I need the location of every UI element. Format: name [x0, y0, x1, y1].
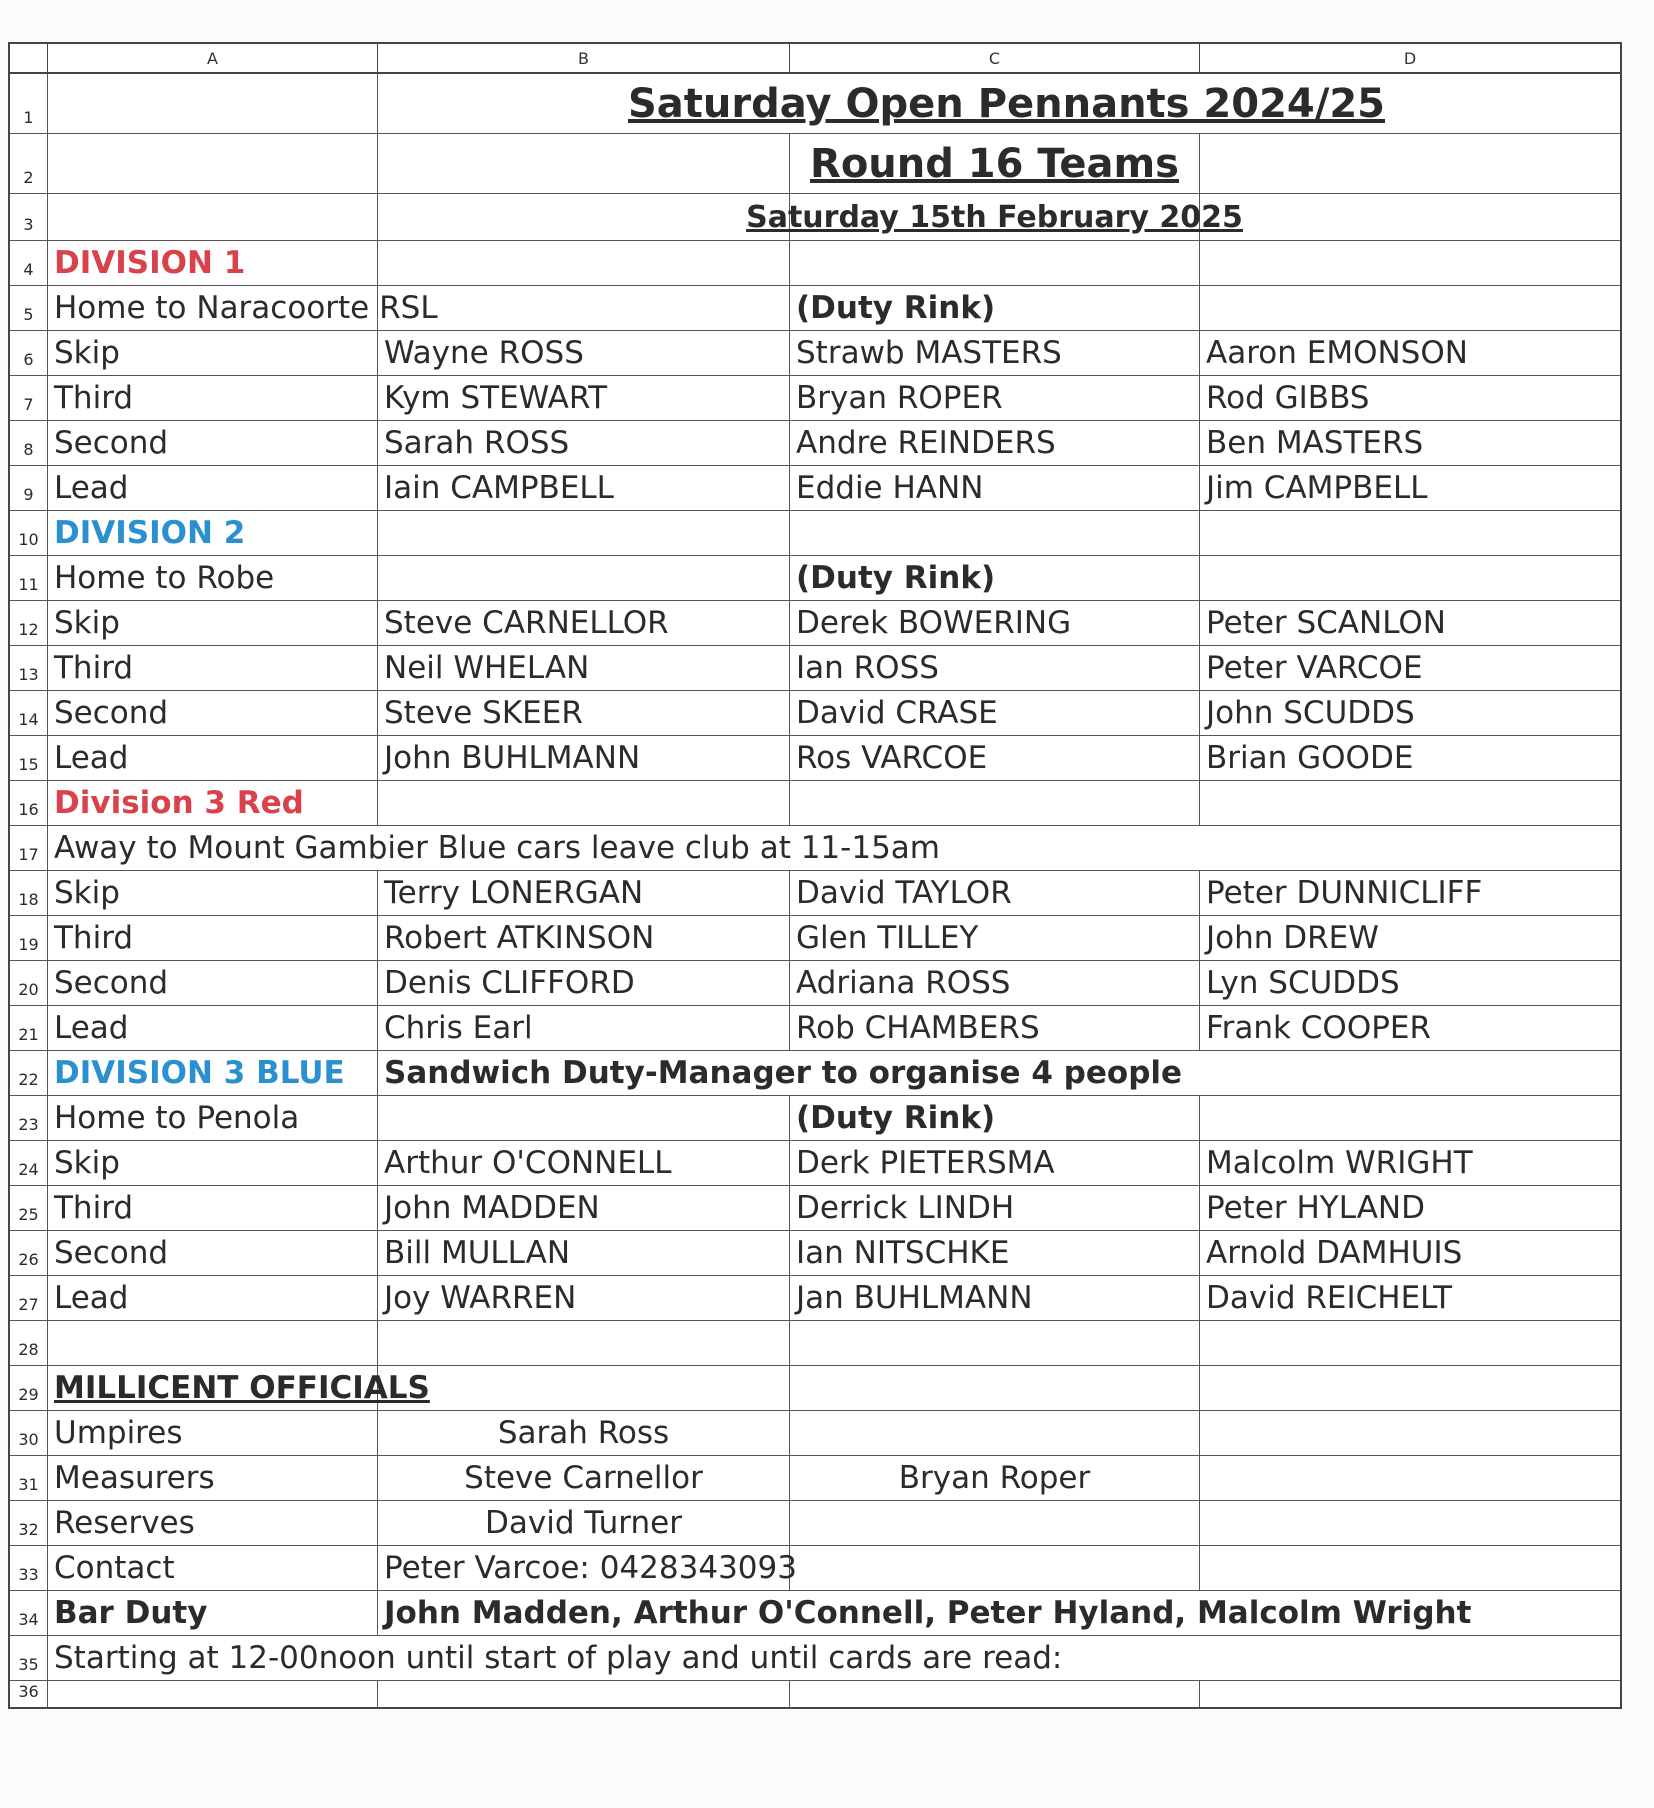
- row-number: 22: [10, 1051, 48, 1096]
- position-label: Second: [48, 691, 378, 736]
- player-name: Arnold DAMHUIS: [1200, 1231, 1620, 1276]
- player-name: Frank COOPER: [1200, 1006, 1620, 1051]
- player-name: Denis CLIFFORD: [378, 961, 790, 1006]
- cell: [1200, 1411, 1620, 1456]
- cell: [1200, 134, 1620, 194]
- column-header-c: C: [790, 44, 1200, 74]
- official-role: Contact: [48, 1546, 378, 1591]
- row-number: 26: [10, 1231, 48, 1276]
- table-row: [10, 466, 1620, 511]
- table-row: [10, 134, 1620, 194]
- player-name: Iain CAMPBELL: [378, 466, 790, 511]
- player-name: John MADDEN: [378, 1186, 790, 1231]
- position-label: Skip: [48, 601, 378, 646]
- player-name: Eddie HANN: [790, 466, 1200, 511]
- player-name: Derk PIETERSMA: [790, 1141, 1200, 1186]
- row-number: 23: [10, 1096, 48, 1141]
- venue-note: Home to Penola: [48, 1096, 378, 1141]
- spreadsheet: [8, 42, 1622, 1709]
- position-label: Third: [48, 646, 378, 691]
- cell: [790, 1501, 1200, 1546]
- table-row: [10, 331, 1620, 376]
- player-name: Terry LONERGAN: [378, 871, 790, 916]
- position-label: Skip: [48, 1141, 378, 1186]
- row-number: 35: [10, 1636, 48, 1681]
- table-row: [10, 1276, 1620, 1321]
- table-row: [10, 736, 1620, 781]
- table-row: [10, 1186, 1620, 1231]
- cell: [48, 134, 378, 194]
- cell: [48, 194, 378, 241]
- table-row: [10, 691, 1620, 736]
- cell: [378, 241, 790, 286]
- official-role: Measurers: [48, 1456, 378, 1501]
- table-row: [10, 1546, 1620, 1591]
- row-number: 17: [10, 826, 48, 871]
- duty-rink-label: (Duty Rink): [790, 1096, 1200, 1141]
- player-name: Aaron EMONSON: [1200, 331, 1620, 376]
- row-number: 21: [10, 1006, 48, 1051]
- row-number: 2: [10, 134, 48, 194]
- row-number: 34: [10, 1591, 48, 1636]
- cell: [378, 1681, 790, 1707]
- venue-note: Away to Mount Gambier Blue cars leave club at 11-15am: [48, 826, 1620, 871]
- row-number: 31: [10, 1456, 48, 1501]
- player-name: Bill MULLAN: [378, 1231, 790, 1276]
- position-label: Lead: [48, 1276, 378, 1321]
- player-name: Steve CARNELLOR: [378, 601, 790, 646]
- position-label: Skip: [48, 331, 378, 376]
- table-row: [10, 916, 1620, 961]
- cell: [378, 1321, 790, 1366]
- bar-duty-names: John Madden, Arthur O'Connell, Peter Hyland, Malcolm Wright: [378, 1591, 1620, 1636]
- page-subtitle: Round 16 Teams: [790, 134, 1200, 194]
- cell: [1200, 241, 1620, 286]
- row-number: 14: [10, 691, 48, 736]
- row-number: 13: [10, 646, 48, 691]
- player-name: Steve SKEER: [378, 691, 790, 736]
- table-row: [10, 1141, 1620, 1186]
- row-number: 8: [10, 421, 48, 466]
- row-number: 28: [10, 1321, 48, 1366]
- player-name: Kym STEWART: [378, 376, 790, 421]
- match-date: Saturday 15th February 2025: [790, 194, 1200, 241]
- table-row: [10, 871, 1620, 916]
- cell: [1200, 1096, 1620, 1141]
- position-label: Lead: [48, 736, 378, 781]
- player-name: Peter SCANLON: [1200, 601, 1620, 646]
- table-row: [10, 286, 1620, 331]
- page-title: Saturday Open Pennants 2024/25: [378, 74, 1620, 134]
- player-name: Brian GOODE: [1200, 736, 1620, 781]
- player-name: Peter VARCOE: [1200, 646, 1620, 691]
- cell: [790, 511, 1200, 556]
- cell: [48, 74, 378, 134]
- row-number: 12: [10, 601, 48, 646]
- officials-heading: MILLICENT OFFICIALS: [48, 1366, 378, 1411]
- official-name: David Turner: [378, 1501, 790, 1546]
- cell: [378, 556, 790, 601]
- column-header-d: D: [1200, 44, 1620, 74]
- cell: [1200, 1501, 1620, 1546]
- cell: [790, 241, 1200, 286]
- cell: [1200, 1681, 1620, 1707]
- table-row: [10, 376, 1620, 421]
- player-name: Ros VARCOE: [790, 736, 1200, 781]
- table-row: [10, 1591, 1620, 1636]
- cell: [790, 1681, 1200, 1707]
- table-row: [10, 781, 1620, 826]
- cell: [48, 1321, 378, 1366]
- duty-rink-label: (Duty Rink): [790, 286, 1200, 331]
- cell: [1200, 1321, 1620, 1366]
- position-label: Skip: [48, 871, 378, 916]
- player-name: Neil WHELAN: [378, 646, 790, 691]
- cell: [1200, 781, 1620, 826]
- player-name: Andre REINDERS: [790, 421, 1200, 466]
- official-role: Reserves: [48, 1501, 378, 1546]
- player-name: Glen TILLEY: [790, 916, 1200, 961]
- cell: [790, 1321, 1200, 1366]
- row-number: 18: [10, 871, 48, 916]
- table-row: [10, 1321, 1620, 1366]
- player-name: Lyn SCUDDS: [1200, 961, 1620, 1006]
- player-name: Peter HYLAND: [1200, 1186, 1620, 1231]
- cell: [790, 1411, 1200, 1456]
- cell: [378, 511, 790, 556]
- division-heading: DIVISION 1: [48, 241, 378, 286]
- duty-rink-label: (Duty Rink): [790, 556, 1200, 601]
- player-name: Ben MASTERS: [1200, 421, 1620, 466]
- corner-cell: [10, 44, 48, 74]
- column-header-a: A: [48, 44, 378, 74]
- player-name: Derek BOWERING: [790, 601, 1200, 646]
- row-number: 15: [10, 736, 48, 781]
- row-number: 32: [10, 1501, 48, 1546]
- table-row: [10, 556, 1620, 601]
- division-heading: Division 3 Red: [48, 781, 378, 826]
- official-name: Steve Carnellor: [378, 1456, 790, 1501]
- row-number: 19: [10, 916, 48, 961]
- official-name: Bryan Roper: [790, 1456, 1200, 1501]
- table-row: [10, 194, 1620, 241]
- cell: [790, 1546, 1200, 1591]
- row-number: 4: [10, 241, 48, 286]
- table-row: [10, 241, 1620, 286]
- venue-note: Home to Naracoorte RSL: [48, 286, 378, 331]
- cell: [378, 1366, 790, 1411]
- row-number: 9: [10, 466, 48, 511]
- row-number: 36: [10, 1681, 48, 1707]
- table-row: [10, 826, 1620, 871]
- player-name: John SCUDDS: [1200, 691, 1620, 736]
- row-number: 6: [10, 331, 48, 376]
- player-name: Strawb MASTERS: [790, 331, 1200, 376]
- table-row: [10, 1411, 1620, 1456]
- cell: [1200, 1456, 1620, 1501]
- row-number: 27: [10, 1276, 48, 1321]
- position-label: Third: [48, 1186, 378, 1231]
- row-number: 25: [10, 1186, 48, 1231]
- row-number: 1: [10, 74, 48, 134]
- venue-note: Home to Robe: [48, 556, 378, 601]
- player-name: John BUHLMANN: [378, 736, 790, 781]
- cell: [1200, 511, 1620, 556]
- table-row: [10, 511, 1620, 556]
- cell: [1200, 556, 1620, 601]
- table-row: [10, 421, 1620, 466]
- player-name: Sarah ROSS: [378, 421, 790, 466]
- player-name: Jan BUHLMANN: [790, 1276, 1200, 1321]
- division-heading: DIVISION 2: [48, 511, 378, 556]
- column-header-b: B: [378, 44, 790, 74]
- table-row: [10, 601, 1620, 646]
- position-label: Lead: [48, 466, 378, 511]
- table-row: [10, 1231, 1620, 1276]
- cell: [1200, 286, 1620, 331]
- player-name: David TAYLOR: [790, 871, 1200, 916]
- cell: [790, 781, 1200, 826]
- player-name: Robert ATKINSON: [378, 916, 790, 961]
- row-number: 10: [10, 511, 48, 556]
- table-row: [10, 961, 1620, 1006]
- row-number: 33: [10, 1546, 48, 1591]
- bar-duty-note: Starting at 12-00noon until start of play and until cards are read:: [48, 1636, 1620, 1681]
- table-row: [10, 1501, 1620, 1546]
- row-number: 20: [10, 961, 48, 1006]
- cell: [378, 781, 790, 826]
- row-number: 7: [10, 376, 48, 421]
- position-label: Second: [48, 1231, 378, 1276]
- cell: [790, 1366, 1200, 1411]
- table-row: [10, 1096, 1620, 1141]
- player-name: Ian NITSCHKE: [790, 1231, 1200, 1276]
- official-name: Sarah Ross: [378, 1411, 790, 1456]
- player-name: Derrick LINDH: [790, 1186, 1200, 1231]
- player-name: Peter DUNNICLIFF: [1200, 871, 1620, 916]
- position-label: Third: [48, 376, 378, 421]
- cell: [1200, 1546, 1620, 1591]
- cell: [48, 1681, 378, 1707]
- cell: [1200, 1366, 1620, 1411]
- position-label: Lead: [48, 1006, 378, 1051]
- player-name: Ian ROSS: [790, 646, 1200, 691]
- player-name: Bryan ROPER: [790, 376, 1200, 421]
- position-label: Third: [48, 916, 378, 961]
- player-name: David CRASE: [790, 691, 1200, 736]
- official-role: Umpires: [48, 1411, 378, 1456]
- contact-details: Peter Varcoe: 0428343093: [378, 1546, 790, 1591]
- table-row: [10, 646, 1620, 691]
- cell: [378, 1096, 790, 1141]
- player-name: Wayne ROSS: [378, 331, 790, 376]
- player-name: Arthur O'CONNELL: [378, 1141, 790, 1186]
- row-number: 3: [10, 194, 48, 241]
- player-name: Chris Earl: [378, 1006, 790, 1051]
- table-row: [10, 1681, 1620, 1707]
- player-name: John DREW: [1200, 916, 1620, 961]
- table-row: [10, 1636, 1620, 1681]
- cell: [378, 134, 790, 194]
- division-heading: DIVISION 3 BLUE: [48, 1051, 378, 1096]
- column-header-row: [10, 44, 1620, 74]
- sandwich-duty-note: Sandwich Duty-Manager to organise 4 people: [378, 1051, 1620, 1096]
- table-row: [10, 74, 1620, 134]
- row-number: 11: [10, 556, 48, 601]
- position-label: Second: [48, 421, 378, 466]
- position-label: Second: [48, 961, 378, 1006]
- row-number: 5: [10, 286, 48, 331]
- table-row: [10, 1051, 1620, 1096]
- official-role: Bar Duty: [48, 1591, 378, 1636]
- cell: [378, 286, 790, 331]
- player-name: Joy WARREN: [378, 1276, 790, 1321]
- player-name: Rob CHAMBERS: [790, 1006, 1200, 1051]
- player-name: Rod GIBBS: [1200, 376, 1620, 421]
- row-number: 29: [10, 1366, 48, 1411]
- row-number: 30: [10, 1411, 48, 1456]
- player-name: Malcolm WRIGHT: [1200, 1141, 1620, 1186]
- cell: [378, 194, 790, 241]
- player-name: Jim CAMPBELL: [1200, 466, 1620, 511]
- player-name: Adriana ROSS: [790, 961, 1200, 1006]
- table-row: [10, 1006, 1620, 1051]
- row-number: 16: [10, 781, 48, 826]
- player-name: David REICHELT: [1200, 1276, 1620, 1321]
- row-number: 24: [10, 1141, 48, 1186]
- cell: [1200, 194, 1620, 241]
- table-row: [10, 1366, 1620, 1411]
- table-row: [10, 1456, 1620, 1501]
